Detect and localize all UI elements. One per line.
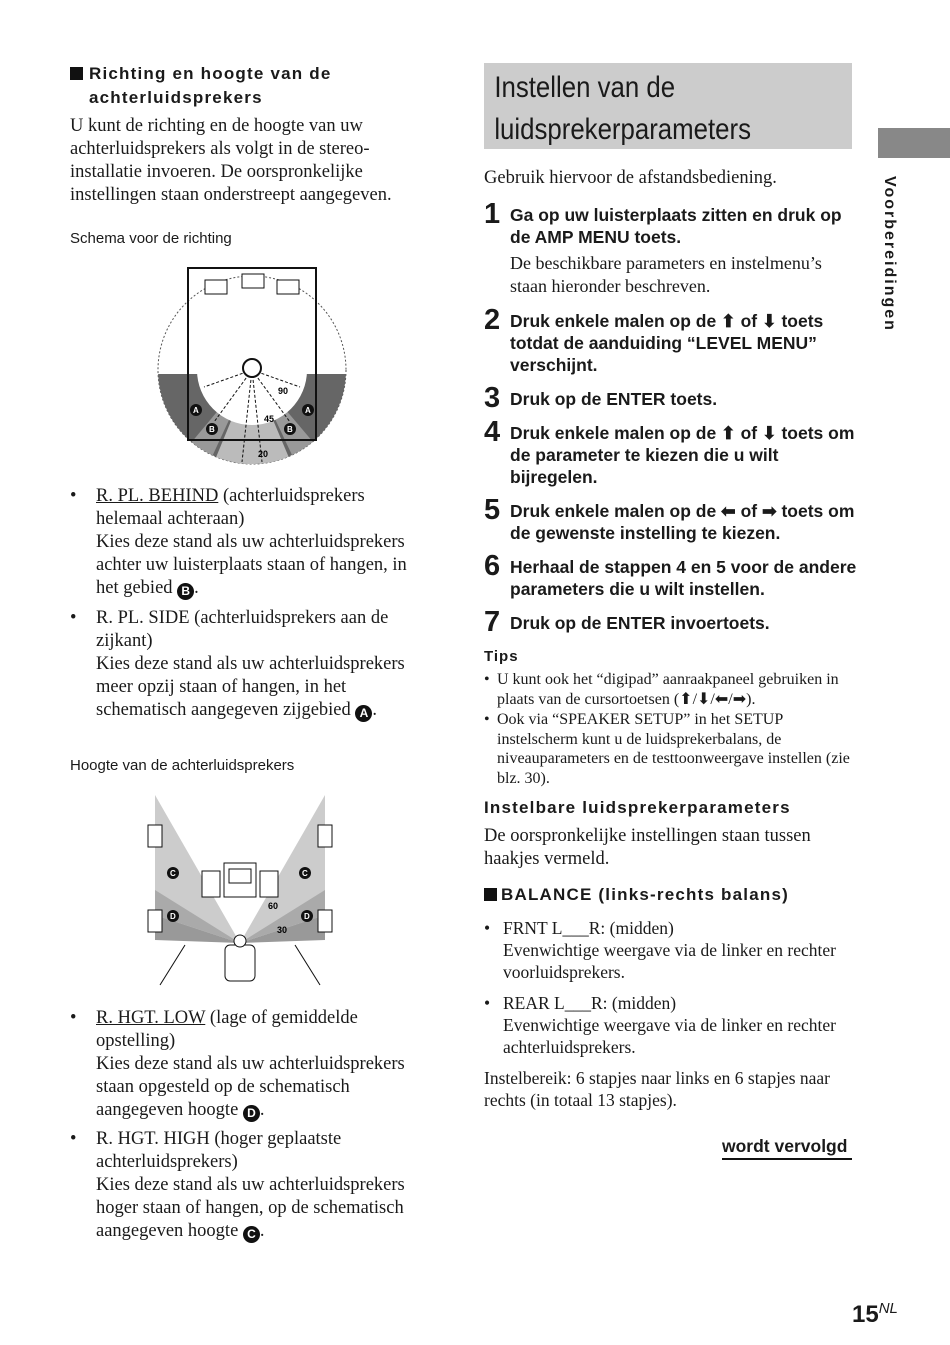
angle-label: 60: [268, 901, 279, 911]
side-tab-bar: [878, 128, 950, 158]
balance-heading: BALANCE (links-rechts balans): [484, 883, 789, 907]
listener-icon: [243, 359, 261, 377]
parameters-intro: De oorspronkelijke instellingen staan tussen haakjes vermeld.: [484, 826, 811, 869]
angle-label: 20: [258, 449, 269, 459]
angle-label: 45: [264, 414, 275, 424]
height-diagram: [140, 795, 340, 990]
section-heading-direction-height: Richting en hoogte van de achterluidsprekers: [70, 62, 460, 110]
zone-c-marker: C: [243, 1226, 260, 1243]
step-1: 1 Ga op uw luisterplaats zitten en druk op de AMP MENU toets. De beschikbare parameters en instelmenu’s staan hieronder beschreven.: [484, 198, 842, 296]
listener-icon: [234, 935, 246, 947]
step-7: 7 Druk op de ENTER invoertoets.: [484, 606, 770, 638]
zone-b-marker: B: [177, 583, 194, 600]
step-2: 2 Druk enkele malen op de ⬆ of ⬇ toets totdat de aanduiding “LEVEL MENU” verschijnt.: [484, 304, 824, 375]
section-title-box: [484, 63, 852, 149]
step-4: 4 Druk enkele malen op de ⬆ of ⬇ toets om de parameter te kiezen die u wilt bijregelen.: [484, 416, 855, 487]
step-5: 5 Druk enkele malen op de ⬅ of ➡ toets om de gewenste instelling te kiezen.: [484, 494, 855, 543]
zone-label: A: [193, 406, 199, 415]
speaker-icon: [148, 825, 162, 847]
balance-item-rear: • REAR L___R: (midden) Evenwichtige weergave via de linker en rechter achterluidsprekers.: [484, 993, 836, 1057]
speaker-icon: [202, 871, 220, 897]
speaker-icon: [318, 910, 332, 932]
balance-item-front: • FRNT L___R: (midden) Evenwichtige weergave via de linker en rechter voorluidsprekers.: [484, 918, 836, 982]
intro-paragraph: U kunt de richting en de hoogte van uw achterluidsprekers als volgt in de stereo-installatie invoeren. De oorspronkelijke instellingen staan onderstreept aangegeven.: [70, 116, 392, 205]
zone-label: C: [170, 869, 176, 878]
caption-direction-diagram: Schema voor de richting: [70, 230, 232, 247]
front-speakers: [205, 274, 299, 294]
zone-label: C: [302, 869, 308, 878]
caption-height-diagram: Hoogte van de achterluidsprekers: [70, 757, 295, 774]
bullet-r-hgt-low: • R. HGT. LOW (lage of gemiddelde opstelling) Kies deze stand als uw achterluidsprekers staan opgesteld op de schematisch aangegeven hoogte D .: [70, 1008, 405, 1120]
zone-d-marker: D: [243, 1105, 260, 1122]
angle-label: 90: [278, 386, 289, 396]
square-bullet-icon: [484, 888, 497, 901]
page-number: $15^{NL}$: [852, 1300, 898, 1328]
tip-2: • Ook via “SPEAKER SETUP” in het SETUP instelscherm kunt u de luidsprekerbalans, de niveauparameters en de testtoonweergave instellen (zie blz. 30).: [484, 711, 850, 787]
speaker-icon: [260, 871, 278, 897]
speaker-icon: [148, 910, 162, 932]
direction-diagram: [150, 262, 355, 472]
section-title: Instellen van de luidsprekerparameters: [494, 71, 752, 146]
step-6: 6 Herhaal de stappen 4 en 5 voor de andere parameters die u wilt instellen.: [484, 550, 857, 599]
square-bullet-icon: [70, 67, 83, 80]
zone-label: A: [305, 406, 311, 415]
side-tab-label: Voorbereidingen: [881, 176, 898, 332]
bullet-r-pl-behind: • R. PL. BEHIND (achterluidsprekers helemaal achteraan) Kies deze stand als uw achterluidsprekers achter uw luisterplaats staan of hangen, in het gebied B .: [70, 486, 407, 598]
step-3: 3 Druk op de ENTER toets.: [484, 382, 718, 414]
zone-a-marker: A: [355, 705, 372, 722]
tip-1: • U kunt ook het “digipad” aanraakpaneel gebruiken in plaats van de cursortoetsen (⬆/⬇/⬅/➡).: [484, 671, 839, 708]
bullet-r-hgt-high: • R. HGT. HIGH (hoger geplaatste achterluidsprekers) Kies deze stand als uw achterluidsprekers hoger staan of hangen, op de schematisch aangegeven hoogte C .: [70, 1129, 405, 1241]
angle-label: 30: [277, 925, 288, 935]
continued-label: wordt vervolgd: [722, 1136, 852, 1160]
speaker-icon: [318, 825, 332, 847]
subheading-parameters: Instelbare luidsprekerparameters: [484, 798, 791, 817]
zone-label: D: [304, 912, 310, 921]
bullet-r-pl-side: • R. PL. SIDE (achterluidsprekers aan de zijkant) Kies deze stand als uw achterluidsprekers meer opzij staan of hangen, in het schematisch aangegeven zijgebied A .: [70, 608, 405, 720]
chair-icon: [225, 945, 255, 981]
zone-label: B: [287, 425, 293, 434]
remote-intro: Gebruik hiervoor de afstandsbediening.: [484, 168, 777, 188]
zone-label: B: [209, 425, 215, 434]
setting-range: Instelbereik: 6 stapjes naar links en 6 stapjes naar rechts (in totaal 13 stapjes).: [484, 1068, 831, 1110]
zone-label: D: [170, 912, 176, 921]
tips-title: Tips: [484, 648, 519, 665]
page-number-suffix: NL: [878, 1300, 898, 1317]
